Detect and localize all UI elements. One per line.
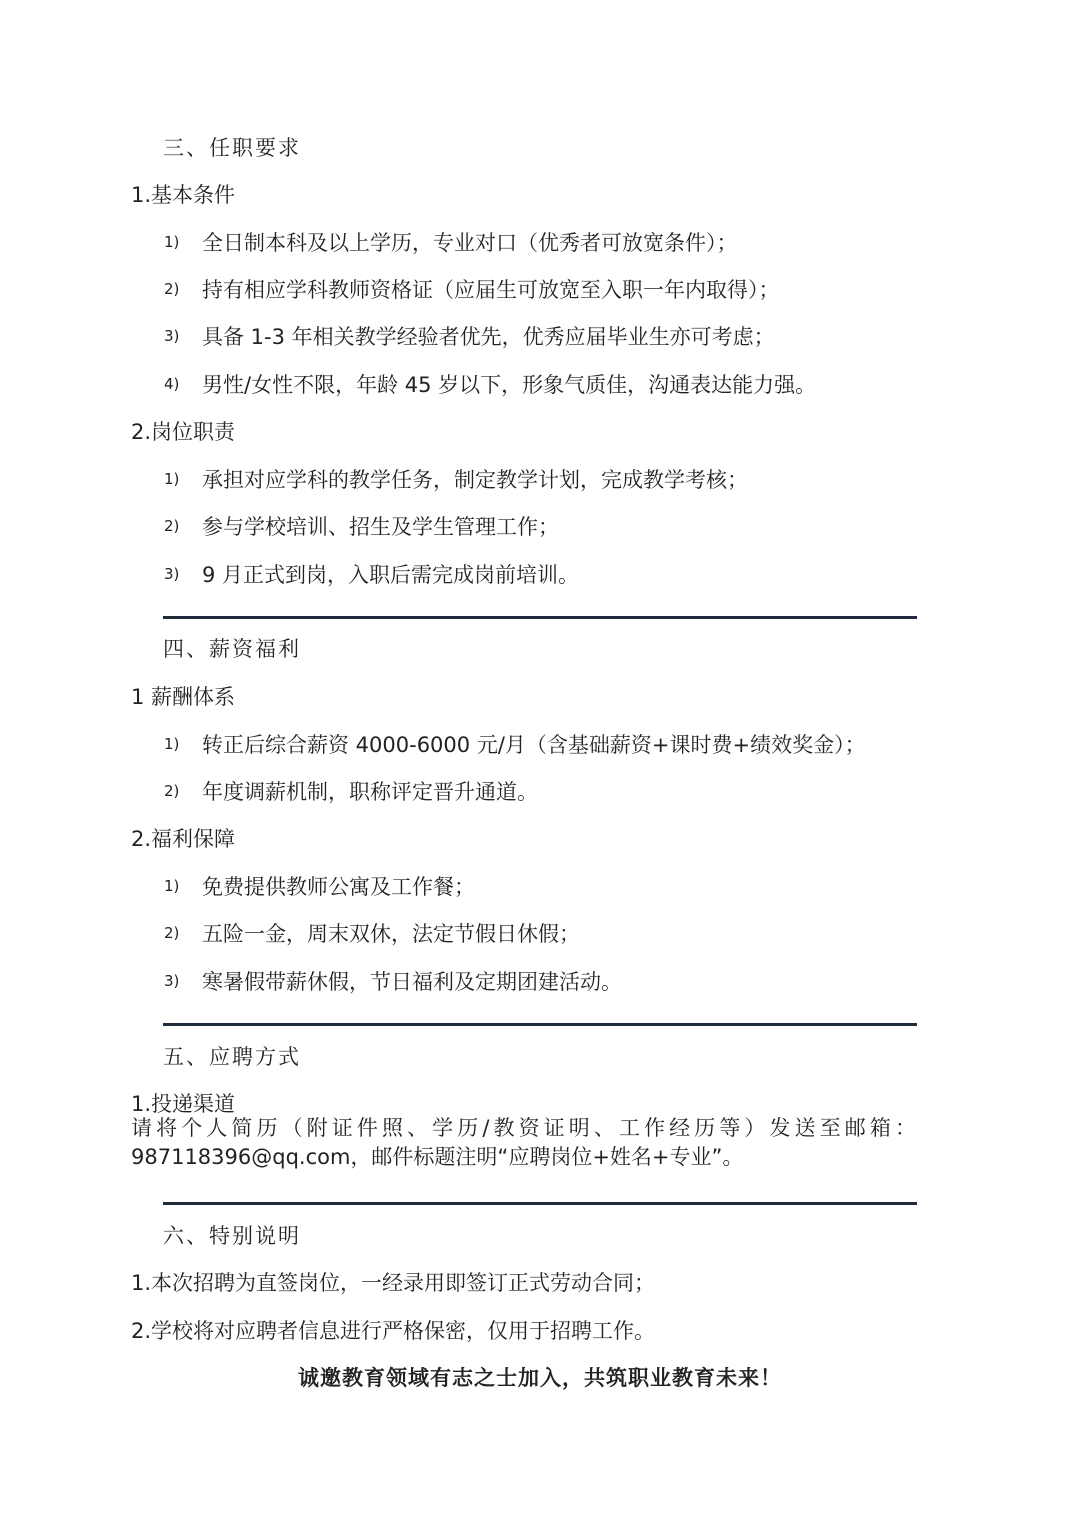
list-item-text: 转正后综合薪资 4000-6000 元/月（含基础薪资+课时费+绩效奖金）； bbox=[202, 733, 866, 757]
email-address[interactable]: 987118396@qq.com bbox=[131, 1145, 351, 1169]
list-item-text: 五险一金，周末双休，法定节假日休假； bbox=[202, 922, 580, 946]
list-item-number: 3) bbox=[164, 972, 180, 990]
list-item-number: 1) bbox=[164, 877, 180, 895]
subsection-title-salary: 1 薪酬体系 bbox=[131, 685, 236, 709]
list-item-text: 全日制本科及以上学历，专业对口（优秀者可放宽条件）； bbox=[202, 231, 738, 255]
section-title-application: 五、应聘方式 bbox=[163, 1045, 301, 1069]
subsection-title-channel: 1.投递渠道 bbox=[131, 1092, 236, 1116]
list-item-text: 9 月正式到岗，入职后需完成岗前培训。 bbox=[202, 563, 580, 587]
list-item-number: 2) bbox=[164, 517, 180, 535]
list-item-number: 4) bbox=[164, 375, 180, 393]
list-item-text: 具备 1-3 年相关教学经验者优先，优秀应届毕业生亦可考虑； bbox=[202, 325, 775, 349]
section-divider bbox=[163, 1202, 917, 1205]
list-item-text: 持有相应学科教师资格证（应届生可放宽至入职一年内取得）； bbox=[202, 278, 780, 302]
email-subject-note: ，邮件标题注明“应聘岗位+姓名+专业”。 bbox=[350, 1145, 744, 1169]
application-instruction-line2 bbox=[131, 1143, 743, 1172]
section-divider bbox=[163, 1023, 917, 1026]
list-item-number: 1) bbox=[164, 470, 180, 488]
list-item-text: 承担对应学科的教学任务，制定教学计划，完成教学考核； bbox=[202, 468, 748, 492]
section-divider bbox=[163, 616, 917, 619]
subsection-title-basic: 1.基本条件 bbox=[131, 183, 236, 207]
list-item-number: 2) bbox=[164, 924, 180, 942]
note-item: 1.本次招聘为直签岗位，一经录用即签订正式劳动合同； bbox=[131, 1271, 656, 1295]
list-item-number: 3) bbox=[164, 327, 180, 345]
list-item-number: 1) bbox=[164, 233, 180, 251]
list-item-text: 年度调薪机制，职称评定晋升通道。 bbox=[202, 780, 538, 804]
closing-slogan: 诚邀教育领域有志之士加入，共筑职业教育未来！ bbox=[298, 1366, 782, 1390]
note-item: 2.学校将对应聘者信息进行严格保密，仅用于招聘工作。 bbox=[131, 1319, 656, 1343]
subsection-title-duties: 2.岗位职责 bbox=[131, 420, 236, 444]
list-item-number: 1) bbox=[164, 735, 180, 753]
list-item-text: 免费提供教师公寓及工作餐； bbox=[202, 875, 475, 899]
section-title-benefits: 四、薪资福利 bbox=[163, 637, 301, 661]
section-title-notes: 六、特别说明 bbox=[163, 1224, 301, 1248]
list-item-number: 2) bbox=[164, 280, 180, 298]
list-item-text: 寒暑假带薪休假，节日福利及定期团建活动。 bbox=[202, 970, 622, 994]
list-item-text: 参与学校培训、招生及学生管理工作； bbox=[202, 515, 559, 539]
list-item-number: 3) bbox=[164, 565, 180, 583]
subsection-title-welfare: 2.福利保障 bbox=[131, 827, 236, 851]
application-instruction-line1: 请将个人简历（附证件照、学历/教资证明、工作经历等）发送至邮箱： bbox=[131, 1116, 916, 1140]
list-item-text: 男性/女性不限，年龄 45 岁以下，形象气质佳，沟通表达能力强。 bbox=[202, 373, 817, 397]
section-title-requirements: 三、任职要求 bbox=[163, 136, 301, 160]
list-item-number: 2) bbox=[164, 782, 180, 800]
